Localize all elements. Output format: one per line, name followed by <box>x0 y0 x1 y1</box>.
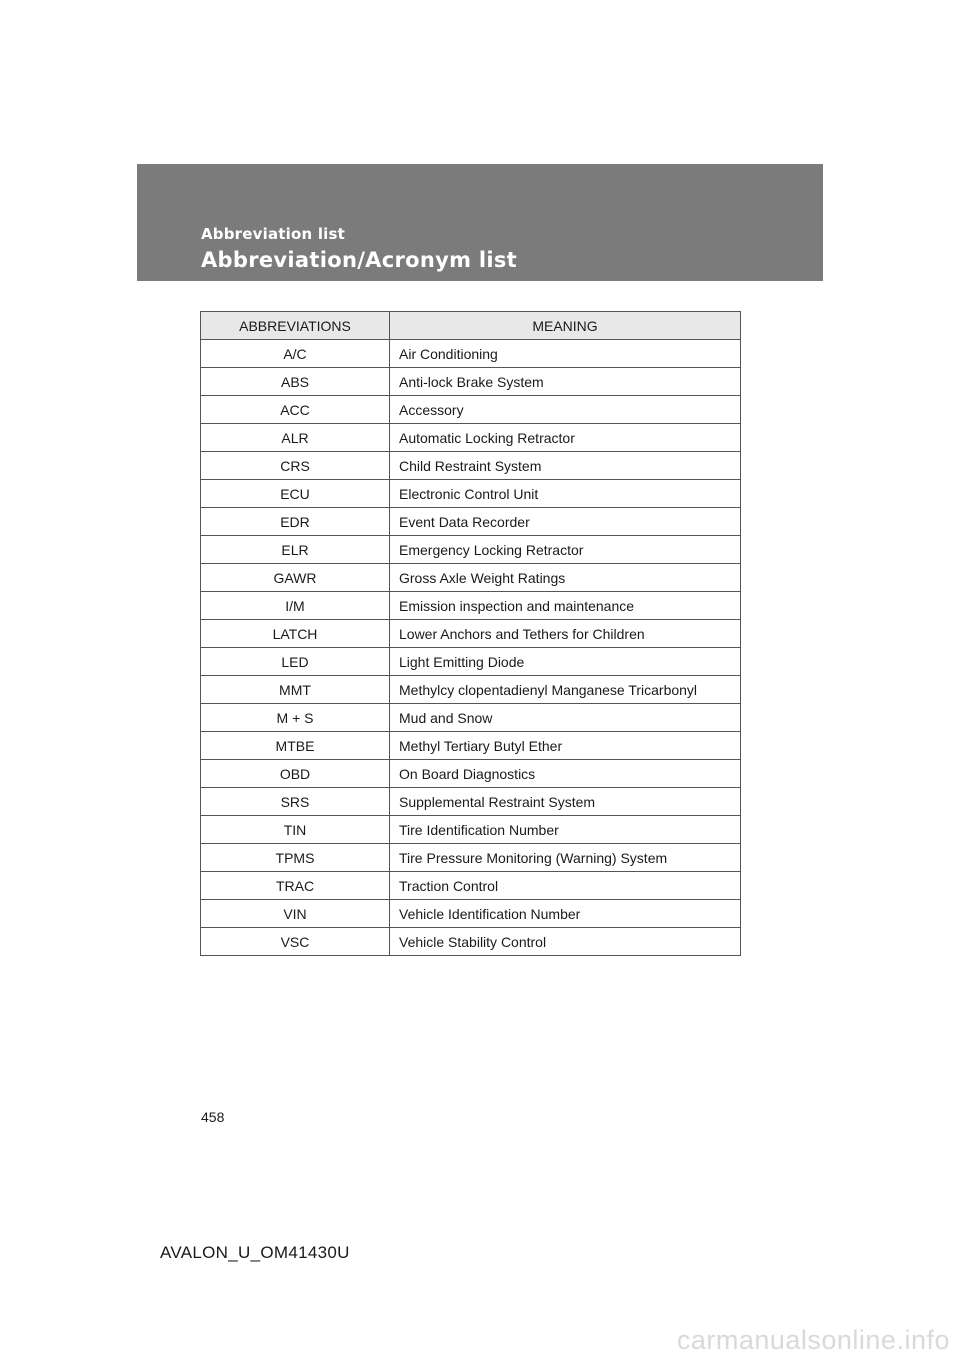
meaning-cell: Anti-lock Brake System <box>390 368 741 396</box>
abbreviation-cell: M + S <box>201 704 390 732</box>
meaning-cell: Tire Identification Number <box>390 816 741 844</box>
table-row <box>201 368 741 396</box>
meaning-cell: Traction Control <box>390 872 741 900</box>
table-row <box>201 396 741 424</box>
abbreviation-cell: TRAC <box>201 872 390 900</box>
meaning-cell: Lower Anchors and Tethers for Children <box>390 620 741 648</box>
abbreviation-cell: SRS <box>201 788 390 816</box>
table-row <box>201 676 741 704</box>
table-row <box>201 928 741 956</box>
meaning-cell: On Board Diagnostics <box>390 760 741 788</box>
column-header-abbreviations: ABBREVIATIONS <box>201 312 390 340</box>
abbreviation-cell: ALR <box>201 424 390 452</box>
section-label: Abbreviation list <box>201 225 345 243</box>
document-code: AVALON_U_OM41430U <box>160 1243 350 1262</box>
meaning-cell: Methyl Tertiary Butyl Ether <box>390 732 741 760</box>
column-header-meaning: MEANING <box>390 312 741 340</box>
table-row <box>201 760 741 788</box>
table-row <box>201 424 741 452</box>
abbreviation-cell: ECU <box>201 480 390 508</box>
abbreviation-cell: CRS <box>201 452 390 480</box>
page-number: 458 <box>201 1109 225 1125</box>
table-row <box>201 452 741 480</box>
abbreviation-cell: LED <box>201 648 390 676</box>
table-row <box>201 816 741 844</box>
table-row <box>201 480 741 508</box>
table-row <box>201 620 741 648</box>
abbreviation-cell: ELR <box>201 536 390 564</box>
meaning-cell: Supplemental Restraint System <box>390 788 741 816</box>
meaning-cell: Automatic Locking Retractor <box>390 424 741 452</box>
table-row <box>201 648 741 676</box>
meaning-cell: Child Restraint System <box>390 452 741 480</box>
table-row <box>201 340 741 368</box>
watermark: carmanualsonline.info <box>676 1325 950 1355</box>
abbreviation-table <box>200 311 741 956</box>
meaning-cell: Vehicle Stability Control <box>390 928 741 956</box>
abbreviation-cell: TPMS <box>201 844 390 872</box>
meaning-cell: Emergency Locking Retractor <box>390 536 741 564</box>
table-row <box>201 508 741 536</box>
meaning-cell: Accessory <box>390 396 741 424</box>
meaning-cell: Light Emitting Diode <box>390 648 741 676</box>
meaning-cell: Gross Axle Weight Ratings <box>390 564 741 592</box>
meaning-cell: Vehicle Identification Number <box>390 900 741 928</box>
abbreviation-cell: ACC <box>201 396 390 424</box>
meaning-cell: Methylcy clopentadienyl Manganese Tricarbonyl <box>390 676 741 704</box>
header-banner <box>137 164 823 281</box>
meaning-cell: Event Data Recorder <box>390 508 741 536</box>
abbreviation-cell: LATCH <box>201 620 390 648</box>
abbreviation-cell: MMT <box>201 676 390 704</box>
meaning-cell: Mud and Snow <box>390 704 741 732</box>
abbreviation-cell: GAWR <box>201 564 390 592</box>
table-row <box>201 872 741 900</box>
page-title: Abbreviation/Acronym list <box>201 248 518 272</box>
meaning-cell: Emission inspection and maintenance <box>390 592 741 620</box>
abbreviation-cell: I/M <box>201 592 390 620</box>
table-row <box>201 732 741 760</box>
abbreviation-cell: TIN <box>201 816 390 844</box>
abbreviation-cell: EDR <box>201 508 390 536</box>
abbreviation-cell: A/C <box>201 340 390 368</box>
abbreviation-cell: OBD <box>201 760 390 788</box>
abbreviation-cell: ABS <box>201 368 390 396</box>
table-header-row <box>201 312 741 340</box>
meaning-cell: Electronic Control Unit <box>390 480 741 508</box>
abbreviation-cell: VSC <box>201 928 390 956</box>
table-row <box>201 900 741 928</box>
abbreviation-cell: VIN <box>201 900 390 928</box>
table-body <box>201 340 741 956</box>
table-row <box>201 704 741 732</box>
meaning-cell: Air Conditioning <box>390 340 741 368</box>
table-row <box>201 788 741 816</box>
table-row <box>201 844 741 872</box>
meaning-cell: Tire Pressure Monitoring (Warning) System <box>390 844 741 872</box>
abbreviation-cell: MTBE <box>201 732 390 760</box>
table-row <box>201 536 741 564</box>
table-row <box>201 564 741 592</box>
table-row <box>201 592 741 620</box>
